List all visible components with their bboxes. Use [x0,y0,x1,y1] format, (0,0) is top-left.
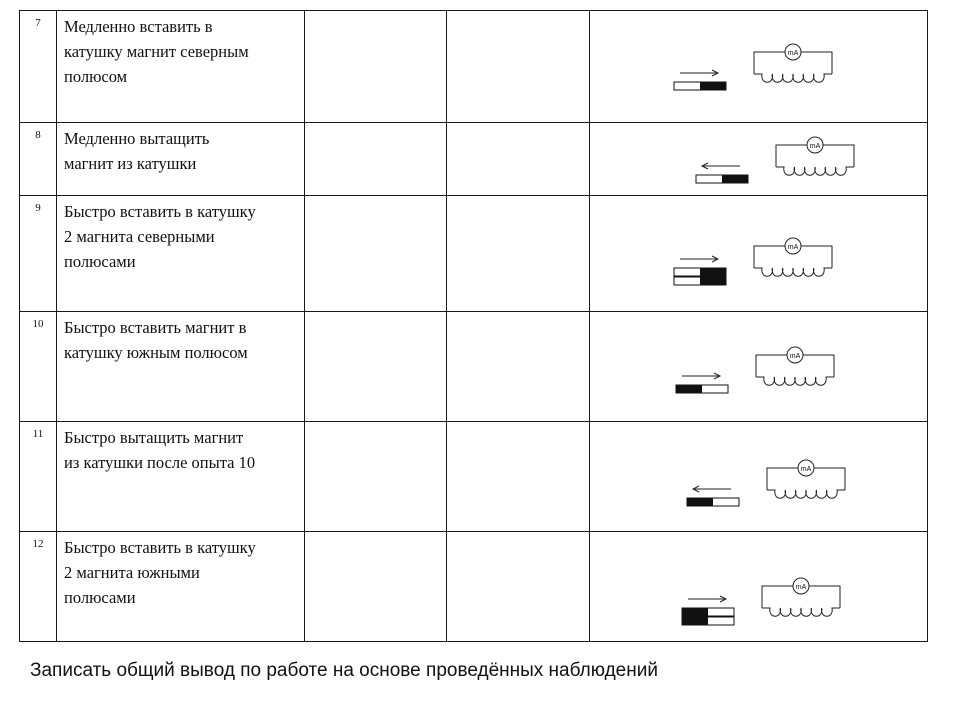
meter-label: mA [787,50,799,57]
milliammeter-icon [807,137,823,153]
observation-cell[interactable] [447,11,590,123]
experiment-number: 7 [20,11,57,123]
bar-magnet-icon [682,617,734,625]
milliammeter-icon [785,238,801,254]
observation-cell[interactable] [305,312,447,422]
magnet-coil-diagram [694,135,864,187]
conclusion-instruction: Записать общий вывод по работе на основе проведённых наблюдений [30,660,658,681]
milliammeter-icon [785,44,801,60]
meter-label: mA [787,244,799,251]
experiment-number: 10 [20,312,57,422]
observation-cell[interactable] [447,532,590,642]
table-row [20,312,928,422]
observation-cell[interactable] [305,11,447,123]
table-row [20,422,928,532]
bar-magnet-icon [674,277,726,285]
observation-cell[interactable] [447,422,590,532]
experiment-diagram-cell [590,532,928,642]
meter-label: mA [789,353,801,360]
bar-magnet-icon [682,608,734,616]
observation-cell[interactable] [305,532,447,642]
milliammeter-icon [793,578,809,594]
milliammeter-icon [798,460,814,476]
experiment-number: 11 [20,422,57,532]
experiment-diagram-cell [590,196,928,312]
table-row [20,196,928,312]
observation-cell[interactable] [305,422,447,532]
experiment-number: 8 [20,123,57,196]
observation-cell[interactable] [447,312,590,422]
bar-magnet-icon [674,268,726,276]
magnet-coil-diagram [680,576,850,628]
observation-cell[interactable] [305,196,447,312]
arrow-right-icon [680,70,718,76]
bar-magnet-icon [687,498,739,506]
arrow-left-icon [693,486,731,492]
bar-magnet-icon [696,175,748,183]
experiment-description: Быстро вставить в катушку 2 магнита северными полюсами [57,196,305,312]
experiment-description: Быстро вытащить магнит из катушки после опыта 10 [57,422,305,532]
meter-label: mA [809,143,821,150]
observation-cell[interactable] [447,196,590,312]
bar-magnet-icon [676,385,728,393]
table-row [20,11,928,123]
magnet-coil-diagram [672,236,842,288]
observation-cell[interactable] [305,123,447,196]
table-row [20,532,928,642]
observation-cell[interactable] [447,123,590,196]
meter-label: mA [800,466,812,473]
arrow-right-icon [688,596,726,602]
experiment-diagram-cell [590,312,928,422]
experiment-diagram-cell [590,123,928,196]
magnet-coil-diagram [672,42,842,94]
experiment-table [19,10,928,642]
bar-magnet-icon [674,82,726,90]
experiment-description: Быстро вставить в катушку 2 магнита южными полюсами [57,532,305,642]
experiment-diagram-cell [590,422,928,532]
experiment-number: 12 [20,532,57,642]
meter-label: mA [795,584,807,591]
magnet-coil-diagram [685,458,855,510]
experiment-description: Медленно вставить в катушку магнит северным полюсом [57,11,305,123]
arrow-right-icon [682,373,720,379]
magnet-coil-diagram [674,345,844,397]
experiment-diagram-cell [590,11,928,123]
arrow-left-icon [702,163,740,169]
experiment-number: 9 [20,196,57,312]
milliammeter-icon [787,347,803,363]
arrow-right-icon [680,256,718,262]
experiment-description: Медленно вытащить магнит из катушки [57,123,305,196]
table-row [20,123,928,196]
experiment-description: Быстро вставить магнит в катушку южным полюсом [57,312,305,422]
